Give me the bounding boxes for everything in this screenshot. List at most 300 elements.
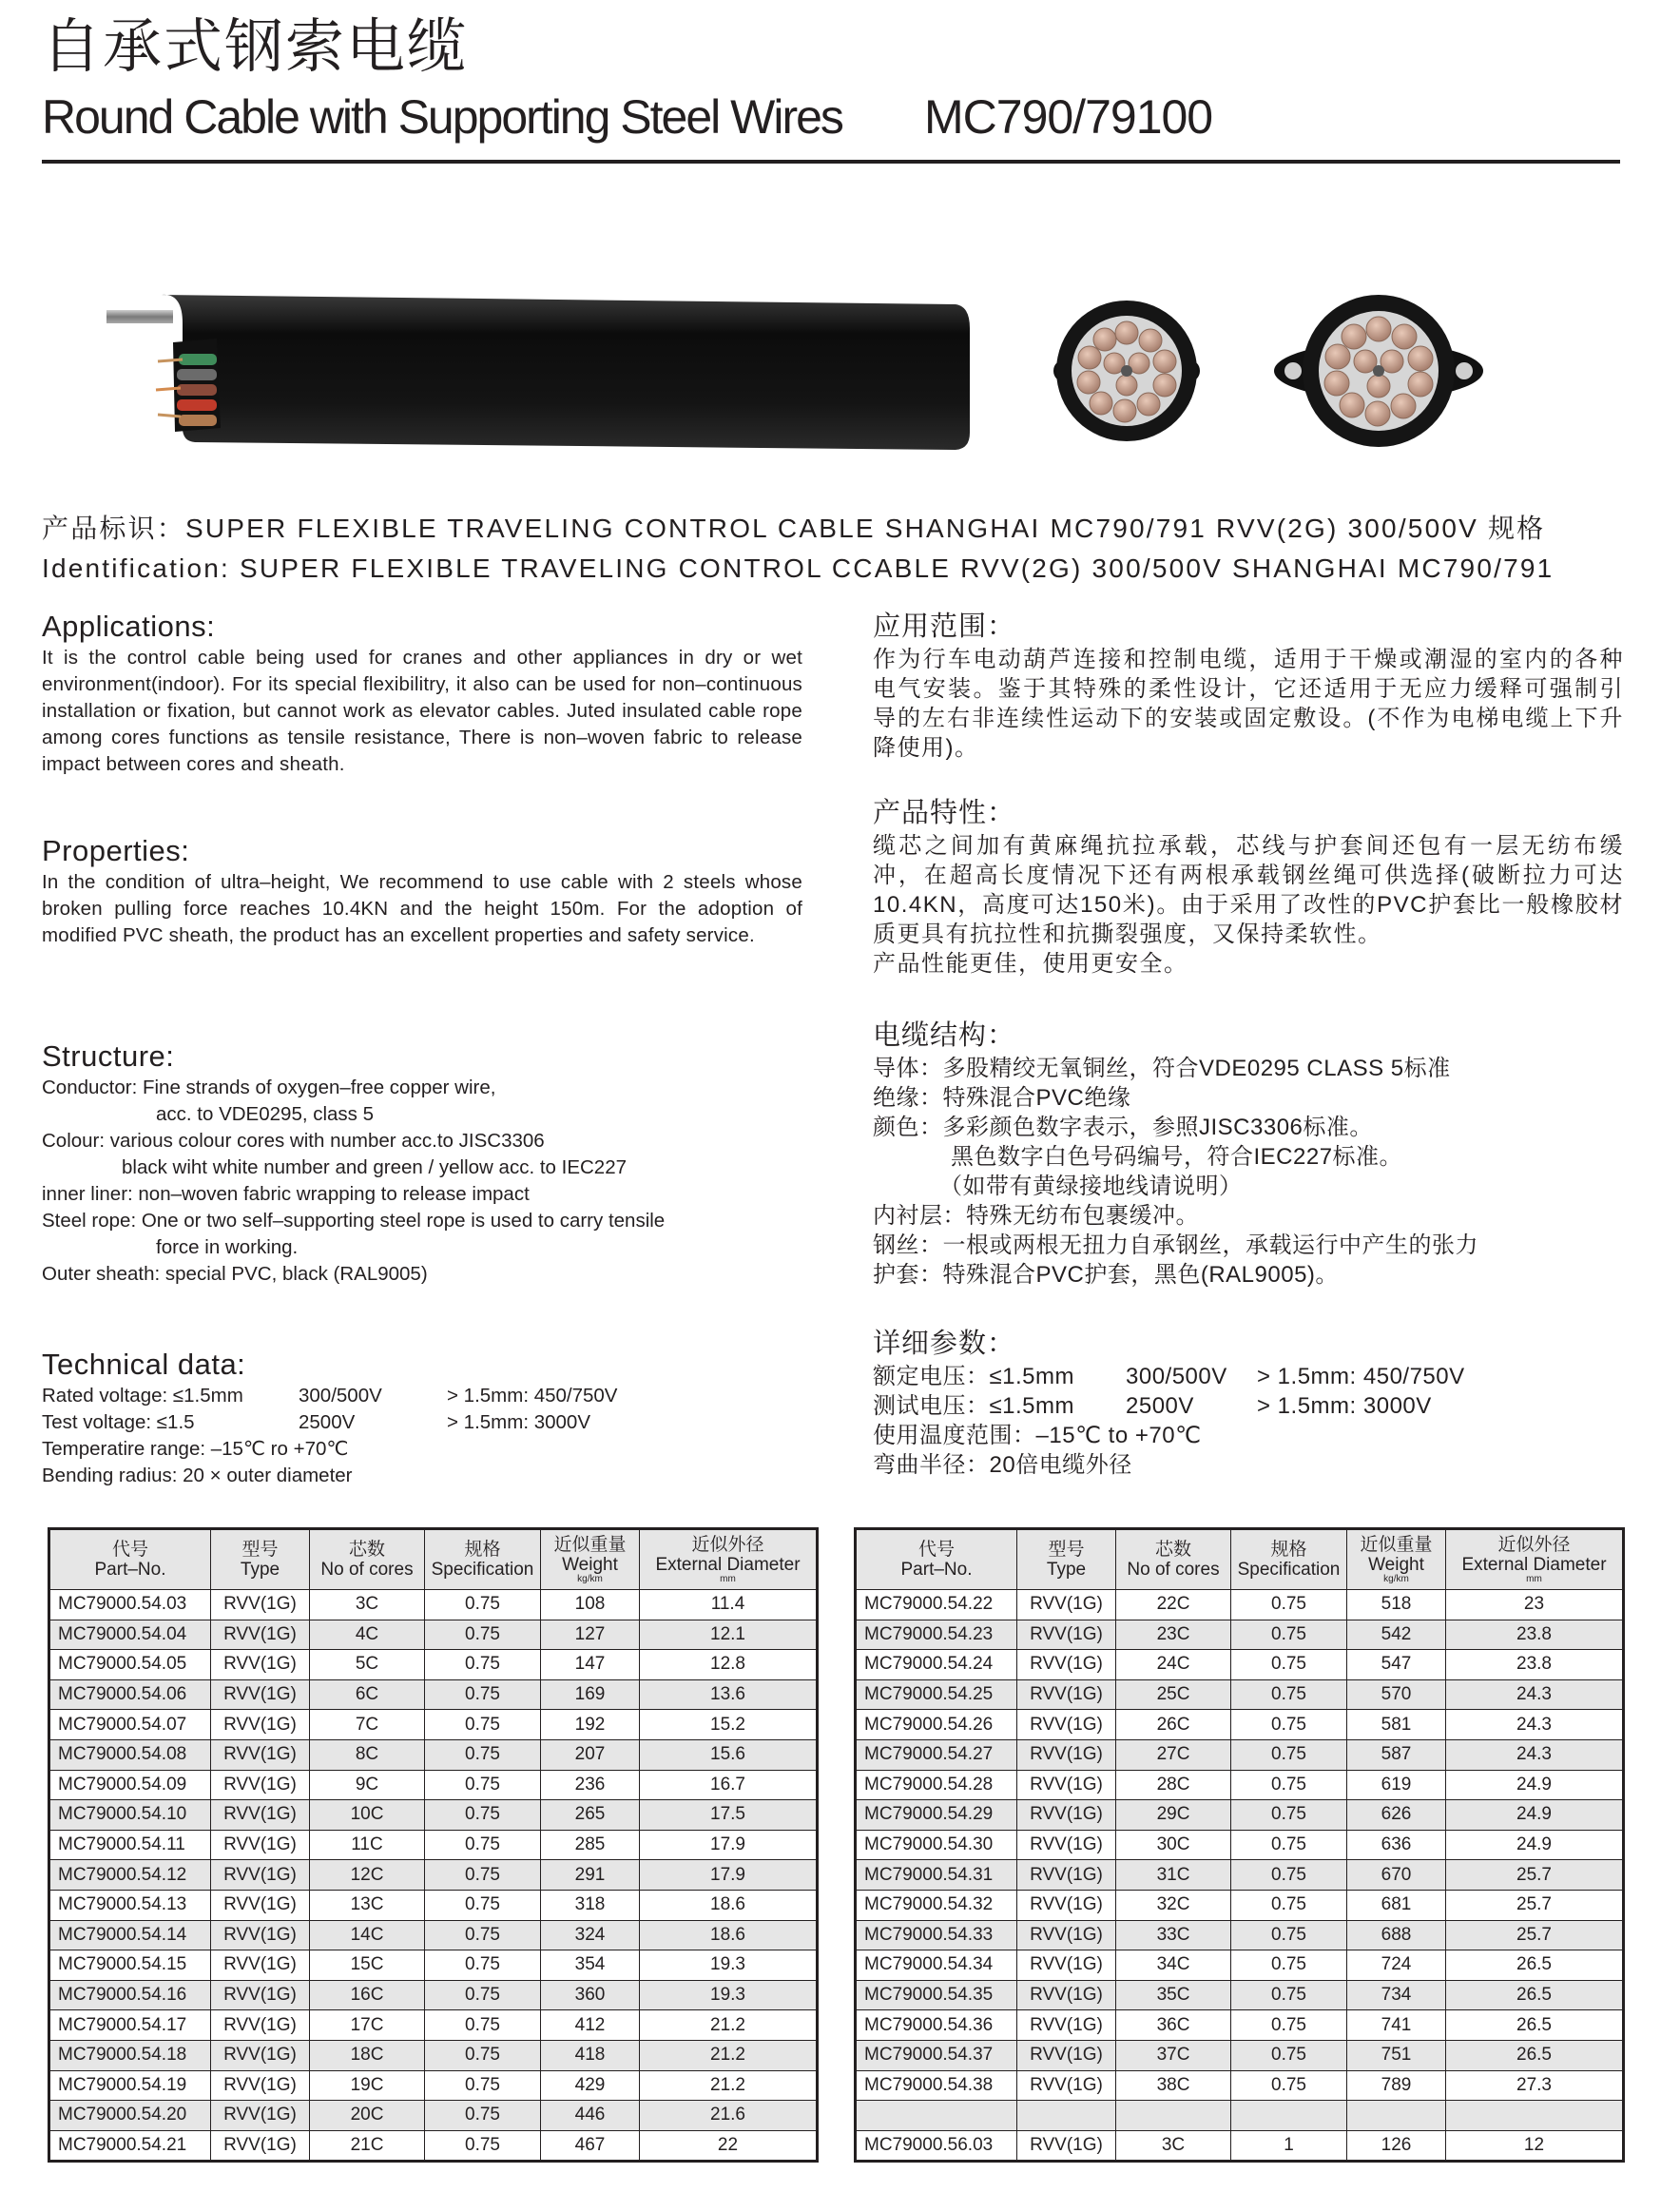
- diameter-cell: 25.7: [1446, 1890, 1624, 1920]
- table-header-row: [49, 1529, 818, 1590]
- part-no-cell: MC79000.54.32: [856, 1890, 1017, 1920]
- type-cell: RVV(1G): [1017, 1679, 1116, 1710]
- type-cell: RVV(1G): [1017, 1590, 1116, 1620]
- spec-cell: 0.75: [425, 1860, 541, 1891]
- type-cell: RVV(1G): [1017, 1950, 1116, 1981]
- spec-cell: 0.75: [425, 2101, 541, 2131]
- cores-cell: 21C: [310, 2130, 425, 2162]
- cores-cell: 24C: [1116, 1650, 1231, 1680]
- table-row: [49, 1830, 818, 1860]
- header-divider: [42, 160, 1620, 164]
- part-no-cell: MC79000.54.03: [49, 1590, 211, 1620]
- table-row: [49, 1800, 818, 1831]
- table-row: [49, 1620, 818, 1650]
- diameter-cell: 19.3: [640, 1980, 818, 2010]
- part-no-cell: MC79000.54.35: [856, 1980, 1017, 2010]
- part-no-cell: MC79000.54.14: [49, 1920, 211, 1950]
- technical-heading: Technical data:: [42, 1348, 246, 1381]
- spec-cell: 0.75: [1231, 1770, 1347, 1800]
- part-no-cell: MC79000.56.03: [856, 2130, 1017, 2162]
- diameter-cell: 24.3: [1446, 1739, 1624, 1770]
- cores-cell: 10C: [310, 1800, 425, 1831]
- col-header-part: 代号 Part–No.: [49, 1529, 211, 1590]
- weight-cell: 207: [541, 1739, 640, 1770]
- table-row: [49, 1590, 818, 1620]
- cn-structure-line: （如带有黄绿接地线请说明）: [939, 1174, 1243, 1199]
- spec-cell: 0.75: [1231, 1920, 1347, 1950]
- diameter-cell: 26.5: [1446, 1980, 1624, 2010]
- cn-properties-text: 缆芯之间加有黄麻绳抗拉承载，芯线与护套间还包有一层无纺布缓冲，在超高长度情况下还有两根承载钢丝绳可供选择(破断拉力可达10.4KN，高度可达150米)。由于采用了改性的PVC护套比一般橡胶材质更具有抗拉性和抗撕裂强度，又保持柔软性。: [873, 833, 1624, 947]
- weight-cell: 360: [541, 1980, 640, 2010]
- col-header-diameter: 近似外径 External Diameter mm: [640, 1529, 818, 1590]
- col-header-type: 型号 Type: [211, 1529, 310, 1590]
- weight-cell: 681: [1347, 1890, 1446, 1920]
- diameter-cell: 12.1: [640, 1620, 818, 1650]
- rated-voltage-row: [42, 1383, 802, 1409]
- type-cell: RVV(1G): [211, 1620, 310, 1650]
- weight-cell: 636: [1347, 1830, 1446, 1860]
- part-no-cell: MC79000.54.22: [856, 1590, 1017, 1620]
- cores-cell: 31C: [1116, 1860, 1231, 1891]
- type-cell: RVV(1G): [211, 1980, 310, 2010]
- cores-cell: 20C: [310, 2101, 425, 2131]
- cores-cell: 13C: [310, 1890, 425, 1920]
- table-row: [49, 2010, 818, 2041]
- weight-cell: 670: [1347, 1860, 1446, 1891]
- weight-cell: 542: [1347, 1620, 1446, 1650]
- cores-cell: 14C: [310, 1920, 425, 1950]
- table-row: [49, 1950, 818, 1981]
- spec-cell: 0.75: [1231, 1860, 1347, 1891]
- type-cell: RVV(1G): [211, 1650, 310, 1680]
- spec-cell: 0.75: [425, 1800, 541, 1831]
- weight-cell: 285: [541, 1830, 640, 1860]
- cn-applications-section: [873, 609, 1624, 763]
- spec-cell: 0.75: [1231, 2010, 1347, 2041]
- table-row: [856, 2040, 1624, 2070]
- cores-cell: 17C: [310, 2010, 425, 2041]
- structure-line: black wiht white number and green / yellow acc. to IEC227: [122, 1156, 627, 1178]
- col-header-type: 型号 Type: [1017, 1529, 1116, 1590]
- cores-cell: 33C: [1116, 1920, 1231, 1950]
- spec-cell: 0.75: [425, 1770, 541, 1800]
- weight-cell: 126: [1347, 2130, 1446, 2162]
- part-no-cell: MC79000.54.28: [856, 1770, 1017, 1800]
- table-row: [49, 1739, 818, 1770]
- weight-cell: 626: [1347, 1800, 1446, 1831]
- diameter-cell: [1446, 2101, 1624, 2131]
- weight-cell: 581: [1347, 1710, 1446, 1740]
- part-no-cell: MC79000.54.31: [856, 1860, 1017, 1891]
- type-cell: RVV(1G): [211, 2040, 310, 2070]
- part-no-cell: MC79000.54.21: [49, 2130, 211, 2162]
- cores-cell: 8C: [310, 1739, 425, 1770]
- type-cell: RVV(1G): [211, 1890, 310, 1920]
- part-no-cell: MC79000.54.12: [49, 1860, 211, 1891]
- diameter-cell: 17.5: [640, 1800, 818, 1831]
- table-row: [856, 2010, 1624, 2041]
- type-cell: RVV(1G): [1017, 1920, 1116, 1950]
- col-header-part: 代号 Part–No.: [856, 1529, 1017, 1590]
- diameter-cell: 24.3: [1446, 1710, 1624, 1740]
- spec-cell: 0.75: [425, 1739, 541, 1770]
- table-row: [856, 2070, 1624, 2101]
- cn-bending-radius: 弯曲半径：20倍电缆外径: [873, 1452, 1132, 1478]
- cable-cross-section-2: [1274, 295, 1483, 447]
- spec-cell: 0.75: [1231, 2040, 1347, 2070]
- part-no-cell: MC79000.54.25: [856, 1679, 1017, 1710]
- cable-cross-section-1: [1055, 301, 1198, 441]
- spec-cell: 0.75: [425, 1679, 541, 1710]
- applications-text: It is the control cable being used for cranes and other appliances in dry or wet environment(indoor). For its special flexibilitry, it also can be used for non–continuous installation or fixation, but cannot work as elevator cables. Juted insulated cable rope among cores functions as tensile resistance, There is non–woven fabric to release impact between cores and sheath.: [42, 647, 802, 775]
- page-title-en: Round Cable with Supporting Steel Wires: [42, 90, 842, 144]
- type-cell: RVV(1G): [211, 1710, 310, 1740]
- spec-cell: 0.75: [1231, 1830, 1347, 1860]
- structure-line: Outer sheath: special PVC, black (RAL9005): [42, 1263, 428, 1285]
- cores-cell: 6C: [310, 1679, 425, 1710]
- weight-cell: 547: [1347, 1650, 1446, 1680]
- weight-cell: 412: [541, 2010, 640, 2041]
- diameter-cell: 21.2: [640, 2040, 818, 2070]
- diameter-cell: 23.8: [1446, 1620, 1624, 1650]
- spec-cell: 0.75: [1231, 1679, 1347, 1710]
- table-row: [49, 1770, 818, 1800]
- cores-cell: 25C: [1116, 1679, 1231, 1710]
- page-title-cn: 自承式钢索电缆: [42, 14, 469, 80]
- weight-cell: 354: [541, 1950, 640, 1981]
- spec-cell: 0.75: [1231, 1800, 1347, 1831]
- product-photo: [95, 247, 1559, 495]
- table-row: [49, 2101, 818, 2131]
- diameter-cell: 18.6: [640, 1890, 818, 1920]
- type-cell: RVV(1G): [211, 1590, 310, 1620]
- type-cell: RVV(1G): [211, 1800, 310, 1831]
- weight-cell: [1347, 2101, 1446, 2131]
- type-cell: RVV(1G): [211, 1679, 310, 1710]
- rated-voltage-extra: > 1.5mm: 450/750V: [447, 1385, 618, 1407]
- part-no-cell: MC79000.54.15: [49, 1950, 211, 1981]
- cn-structure-line: 绝缘：特殊混合PVC绝缘: [873, 1085, 1131, 1111]
- model-number: MC790/79100: [924, 90, 1213, 144]
- weight-cell: 236: [541, 1770, 640, 1800]
- part-no-cell: MC79000.54.07: [49, 1710, 211, 1740]
- col-header-diameter: 近似外径 External Diameter mm: [1446, 1529, 1624, 1590]
- spec-cell: 0.75: [1231, 1980, 1347, 2010]
- diameter-cell: 27.3: [1446, 2070, 1624, 2101]
- type-cell: RVV(1G): [211, 1830, 310, 1860]
- spec-cell: 0.75: [425, 1920, 541, 1950]
- part-no-cell: MC79000.54.10: [49, 1800, 211, 1831]
- diameter-cell: 23: [1446, 1590, 1624, 1620]
- diameter-cell: 26.5: [1446, 2040, 1624, 2070]
- table-row: [856, 2130, 1624, 2162]
- cn-structure-heading: 电缆结构：: [873, 1020, 1016, 1051]
- type-cell: [1017, 2101, 1116, 2131]
- col-header-cores: 芯数 No of cores: [1116, 1529, 1231, 1590]
- cores-cell: 3C: [1116, 2130, 1231, 2162]
- type-cell: RVV(1G): [211, 1920, 310, 1950]
- col-header-spec: 规格 Specification: [425, 1529, 541, 1590]
- weight-cell: 429: [541, 2070, 640, 2101]
- part-no-cell: MC79000.54.29: [856, 1800, 1017, 1831]
- table-row: [49, 2070, 818, 2101]
- diameter-cell: 25.7: [1446, 1920, 1624, 1950]
- cores-cell: 34C: [1116, 1950, 1231, 1981]
- cn-structure-line: 内衬层：特殊无纺布包裹缓冲。: [873, 1203, 1199, 1229]
- weight-cell: 789: [1347, 2070, 1446, 2101]
- spec-cell: 0.75: [1231, 1710, 1347, 1740]
- part-no-cell: MC79000.54.16: [49, 1980, 211, 2010]
- spec-cell: 0.75: [1231, 2070, 1347, 2101]
- type-cell: RVV(1G): [1017, 1650, 1116, 1680]
- structure-line: acc. to VDE0295, class 5: [156, 1103, 375, 1125]
- properties-heading: Properties:: [42, 834, 190, 867]
- type-cell: RVV(1G): [211, 2130, 310, 2162]
- cn-test-voltage-value: 2500V: [1126, 1393, 1194, 1419]
- cores-cell: 27C: [1116, 1739, 1231, 1770]
- part-no-cell: [856, 2101, 1017, 2131]
- cores-cell: 35C: [1116, 1980, 1231, 2010]
- cores-cell: 7C: [310, 1710, 425, 1740]
- table-row: [856, 1770, 1624, 1800]
- part-no-cell: MC79000.54.38: [856, 2070, 1017, 2101]
- structure-line: inner liner: non–woven fabric wrapping to release impact: [42, 1183, 530, 1205]
- cores-cell: 37C: [1116, 2040, 1231, 2070]
- weight-cell: 169: [541, 1679, 640, 1710]
- part-no-cell: MC79000.54.24: [856, 1650, 1017, 1680]
- part-no-cell: MC79000.54.27: [856, 1739, 1017, 1770]
- cores-cell: 19C: [310, 2070, 425, 2101]
- table-row: [856, 1710, 1624, 1740]
- weight-cell: 734: [1347, 1980, 1446, 2010]
- diameter-cell: 21.6: [640, 2101, 818, 2131]
- diameter-cell: 15.6: [640, 1739, 818, 1770]
- weight-cell: 446: [541, 2101, 640, 2131]
- part-no-cell: MC79000.54.36: [856, 2010, 1017, 2041]
- col-header-spec: 规格 Specification: [1231, 1529, 1347, 1590]
- cn-structure-line: 导体：多股精绞无氧铜丝，符合VDE0295 CLASS 5标准: [873, 1056, 1451, 1081]
- type-cell: RVV(1G): [211, 1739, 310, 1770]
- diameter-cell: 24.3: [1446, 1679, 1624, 1710]
- cn-test-voltage-extra: > 1.5mm: 3000V: [1257, 1393, 1432, 1419]
- cn-applications-heading: 应用范围：: [873, 611, 1016, 642]
- spec-cell: [1231, 2101, 1347, 2131]
- spec-cell: 0.75: [425, 1950, 541, 1981]
- type-cell: RVV(1G): [211, 2010, 310, 2041]
- weight-cell: 751: [1347, 2040, 1446, 2070]
- properties-text: In the condition of ultra–height, We recommend to use cable with 2 steels whose broken pulling force reaches 10.4KN and the height 150m. For the adoption of modified PVC sheath, the product has an excellent properties and safety service.: [42, 871, 802, 946]
- cores-cell: 4C: [310, 1620, 425, 1650]
- cores-cell: 32C: [1116, 1890, 1231, 1920]
- cn-properties-text-2: 产品性能更佳，使用更安全。: [873, 951, 1188, 977]
- part-no-cell: MC79000.54.18: [49, 2040, 211, 2070]
- spec-cell: 0.75: [425, 2130, 541, 2162]
- temperature-range: Temperatire range: –15℃ ro +70℃: [42, 1438, 349, 1460]
- table-row: [856, 1800, 1624, 1831]
- cores-cell: 11C: [310, 1830, 425, 1860]
- spec-cell: 0.75: [425, 1650, 541, 1680]
- type-cell: RVV(1G): [1017, 1890, 1116, 1920]
- test-voltage-label: Test voltage: ≤1.5: [42, 1411, 195, 1433]
- table-row: [856, 1590, 1624, 1620]
- diameter-cell: 24.9: [1446, 1770, 1624, 1800]
- spec-cell: 0.75: [1231, 1620, 1347, 1650]
- spec-cell: 0.75: [425, 2010, 541, 2041]
- part-no-cell: MC79000.54.37: [856, 2040, 1017, 2070]
- weight-cell: 741: [1347, 2010, 1446, 2041]
- spec-cell: 0.75: [1231, 1890, 1347, 1920]
- type-cell: RVV(1G): [211, 1860, 310, 1891]
- cn-structure-line: 钢丝：一根或两根无扭力自承钢丝，承载运行中产生的张力: [873, 1232, 1478, 1258]
- cn-temperature-range: 使用温度范围：–15℃ to +70℃: [873, 1423, 1202, 1448]
- table-row: [49, 1860, 818, 1891]
- table-row: [856, 1890, 1624, 1920]
- part-no-cell: MC79000.54.09: [49, 1770, 211, 1800]
- part-no-cell: MC79000.54.08: [49, 1739, 211, 1770]
- weight-cell: 318: [541, 1890, 640, 1920]
- cn-rated-voltage-label: 额定电压：≤1.5mm: [873, 1364, 1075, 1389]
- cn-test-voltage-row: [873, 1391, 1624, 1421]
- table-row: [856, 1739, 1624, 1770]
- table-row: [856, 1980, 1624, 2010]
- spec-table-right: [854, 1527, 1625, 2163]
- type-cell: RVV(1G): [1017, 1739, 1116, 1770]
- test-voltage-row: [42, 1409, 802, 1436]
- diameter-cell: 17.9: [640, 1830, 818, 1860]
- weight-cell: 418: [541, 2040, 640, 2070]
- cn-rated-voltage-extra: > 1.5mm: 450/750V: [1257, 1364, 1465, 1389]
- type-cell: RVV(1G): [211, 1950, 310, 1981]
- applications-section: [42, 609, 802, 778]
- part-no-cell: MC79000.54.05: [49, 1650, 211, 1680]
- table-row: [856, 1860, 1624, 1891]
- part-no-cell: MC79000.54.34: [856, 1950, 1017, 1981]
- type-cell: RVV(1G): [211, 2070, 310, 2101]
- test-voltage-extra: > 1.5mm: 3000V: [447, 1411, 590, 1433]
- cores-cell: 3C: [310, 1590, 425, 1620]
- diameter-cell: 25.7: [1446, 1860, 1624, 1891]
- structure-section: [42, 1038, 802, 1288]
- type-cell: RVV(1G): [211, 1770, 310, 1800]
- structure-line: Steel rope: One or two self–supporting steel rope is used to carry tensile: [42, 1210, 666, 1232]
- spec-cell: 0.75: [425, 1620, 541, 1650]
- cn-structure-line: 护套：特殊混合PVC护套，黑色(RAL9005)。: [873, 1262, 1339, 1288]
- applications-heading: Applications:: [42, 610, 216, 643]
- identification-cn: 产品标识：SUPER FLEXIBLE TRAVELING CONTROL CABLE SHANGHAI MC790/791 RVV(2G) 300/500V 规格: [42, 514, 1546, 543]
- spec-cell: 0.75: [1231, 1590, 1347, 1620]
- technical-section: [42, 1347, 802, 1489]
- diameter-cell: 24.9: [1446, 1800, 1624, 1831]
- type-cell: RVV(1G): [1017, 1980, 1116, 2010]
- diameter-cell: 26.5: [1446, 1950, 1624, 1981]
- weight-cell: 147: [541, 1650, 640, 1680]
- part-no-cell: MC79000.54.19: [49, 2070, 211, 2101]
- type-cell: RVV(1G): [1017, 1830, 1116, 1860]
- cn-test-voltage-label: 测试电压：≤1.5mm: [873, 1393, 1075, 1419]
- diameter-cell: 21.2: [640, 2010, 818, 2041]
- diameter-cell: 12: [1446, 2130, 1624, 2162]
- diameter-cell: 12.8: [640, 1650, 818, 1680]
- diameter-cell: 18.6: [640, 1920, 818, 1950]
- rated-voltage-value: 300/500V: [299, 1385, 382, 1407]
- table-header-row: [856, 1529, 1624, 1590]
- diameter-cell: 24.9: [1446, 1830, 1624, 1860]
- type-cell: RVV(1G): [1017, 2040, 1116, 2070]
- part-no-cell: MC79000.54.20: [49, 2101, 211, 2131]
- spec-cell: 0.75: [1231, 1950, 1347, 1981]
- spec-cell: 0.75: [1231, 1650, 1347, 1680]
- cores-cell: 38C: [1116, 2070, 1231, 2101]
- weight-cell: 587: [1347, 1739, 1446, 1770]
- cores-cell: 16C: [310, 1980, 425, 2010]
- spec-cell: 1: [1231, 2130, 1347, 2162]
- cores-cell: 5C: [310, 1650, 425, 1680]
- diameter-cell: 16.7: [640, 1770, 818, 1800]
- cores-cell: [1116, 2101, 1231, 2131]
- weight-cell: 619: [1347, 1770, 1446, 1800]
- cores-cell: 18C: [310, 2040, 425, 2070]
- col-header-weight: 近似重量 Weight kg/km: [1347, 1529, 1446, 1590]
- table-row: [856, 2101, 1624, 2131]
- part-no-cell: MC79000.54.30: [856, 1830, 1017, 1860]
- diameter-cell: 13.6: [640, 1679, 818, 1710]
- part-no-cell: MC79000.54.26: [856, 1710, 1017, 1740]
- table-row: [856, 1920, 1624, 1950]
- type-cell: RVV(1G): [1017, 1770, 1116, 1800]
- table-row: [49, 1980, 818, 2010]
- type-cell: RVV(1G): [211, 2101, 310, 2131]
- cores-cell: 30C: [1116, 1830, 1231, 1860]
- table-row: [856, 1830, 1624, 1860]
- col-header-weight: 近似重量 Weight kg/km: [541, 1529, 640, 1590]
- type-cell: RVV(1G): [1017, 1620, 1116, 1650]
- diameter-cell: 26.5: [1446, 2010, 1624, 2041]
- type-cell: RVV(1G): [1017, 1710, 1116, 1740]
- cores-cell: 15C: [310, 1950, 425, 1981]
- structure-line: Colour: various colour cores with number acc.to JISC3306: [42, 1130, 545, 1152]
- spec-cell: 0.75: [425, 2040, 541, 2070]
- table-row: [49, 1710, 818, 1740]
- properties-section: [42, 833, 802, 949]
- table-row: [49, 1679, 818, 1710]
- diameter-cell: 11.4: [640, 1590, 818, 1620]
- table-row: [49, 1890, 818, 1920]
- table-row: [49, 2130, 818, 2162]
- weight-cell: 518: [1347, 1590, 1446, 1620]
- table-row: [856, 1650, 1624, 1680]
- diameter-cell: 17.9: [640, 1860, 818, 1891]
- type-cell: RVV(1G): [1017, 1860, 1116, 1891]
- spec-cell: 0.75: [425, 1890, 541, 1920]
- spec-cell: 0.75: [425, 2070, 541, 2101]
- spec-cell: 0.75: [425, 1980, 541, 2010]
- table-row: [856, 1620, 1624, 1650]
- rated-voltage-label: Rated voltage: ≤1.5mm: [42, 1385, 243, 1407]
- part-no-cell: MC79000.54.06: [49, 1679, 211, 1710]
- cores-cell: 26C: [1116, 1710, 1231, 1740]
- structure-heading: Structure:: [42, 1039, 175, 1073]
- cores-cell: 28C: [1116, 1770, 1231, 1800]
- weight-cell: 570: [1347, 1679, 1446, 1710]
- cn-structure-line: 颜色：多彩颜色数字表示，参照JISC3306标准。: [873, 1115, 1373, 1140]
- test-voltage-value: 2500V: [299, 1411, 356, 1433]
- bending-radius: Bending radius: 20 × outer diameter: [42, 1465, 353, 1486]
- cores-cell: 12C: [310, 1860, 425, 1891]
- diameter-cell: 21.2: [640, 2070, 818, 2101]
- weight-cell: 688: [1347, 1920, 1446, 1950]
- diameter-cell: 15.2: [640, 1710, 818, 1740]
- weight-cell: 291: [541, 1860, 640, 1891]
